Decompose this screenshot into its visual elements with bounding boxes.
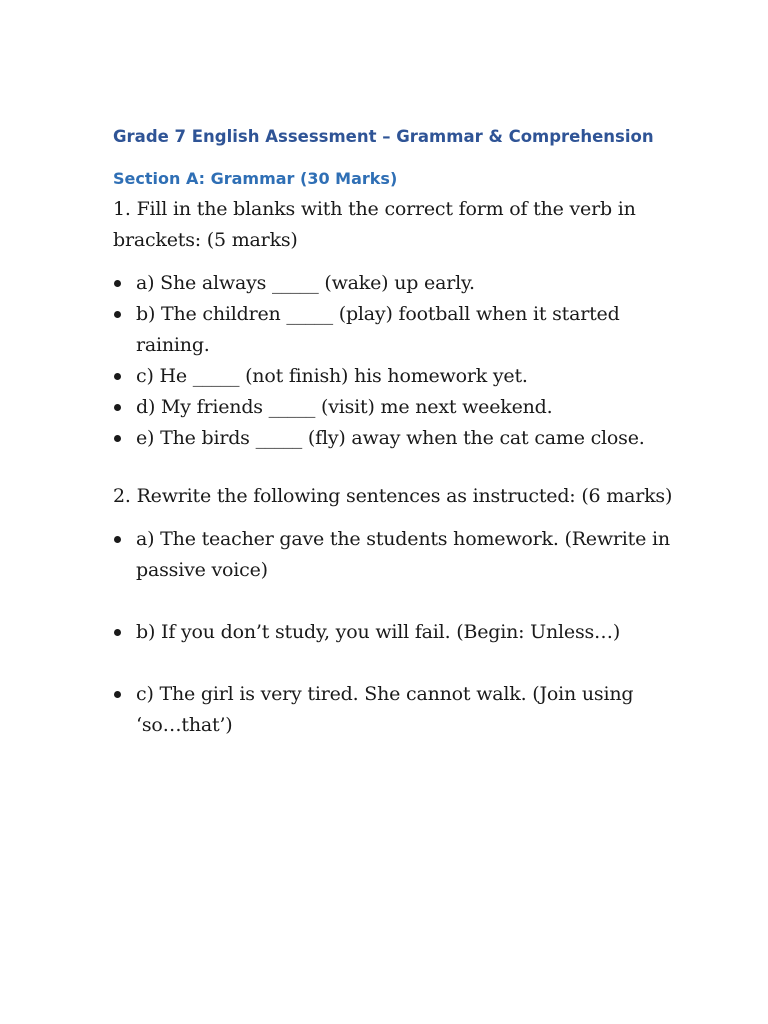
- list-item-text: a) She always _____ (wake) up early.: [136, 272, 475, 294]
- list-item: [113, 423, 673, 454]
- question-1-prompt: 1. Fill in the blanks with the correct form of the verb in brackets: (5 marks): [113, 198, 636, 251]
- list-item-text: b) The children _____ (play) football when it started raining.: [136, 303, 620, 356]
- bullet-icon: [114, 691, 121, 698]
- bullet-icon: [114, 404, 121, 411]
- list-item-text: c) He _____ (not finish) his homework yet.: [136, 365, 528, 387]
- list-item-text: d) My friends _____ (visit) me next weekend.: [136, 396, 553, 418]
- question-2-prompt: 2. Rewrite the following sentences as instructed: (6 marks): [113, 485, 673, 507]
- list-item: [113, 524, 673, 586]
- list-item-text: b) If you don’t study, you will fail. (Begin: Unless…): [136, 621, 621, 643]
- list-item-text: e) The birds _____ (fly) away when the cat came close.: [136, 427, 645, 449]
- document-page: [113, 124, 673, 741]
- bullet-icon: [114, 280, 121, 287]
- section-a-heading: Section A: Grammar (30 Marks): [113, 169, 398, 188]
- list-item-text: a) The teacher gave the students homework. (Rewrite in passive voice): [136, 528, 670, 581]
- question-2-list: [113, 524, 673, 741]
- list-item: [113, 268, 673, 299]
- bullet-icon: [114, 536, 121, 543]
- bullet-icon: [114, 373, 121, 380]
- list-item: [113, 392, 673, 423]
- question-1-list: [113, 268, 673, 454]
- list-item: [113, 361, 673, 392]
- list-item-text: c) The girl is very tired. She cannot walk. (Join using ‘so…that’): [136, 683, 634, 736]
- bullet-icon: [114, 629, 121, 636]
- bullet-icon: [114, 311, 121, 318]
- document-title: Grade 7 English Assessment – Grammar & Comprehension: [113, 127, 654, 146]
- list-item: [113, 617, 673, 648]
- list-item: [113, 299, 673, 361]
- bullet-icon: [114, 435, 121, 442]
- list-item: [113, 679, 673, 741]
